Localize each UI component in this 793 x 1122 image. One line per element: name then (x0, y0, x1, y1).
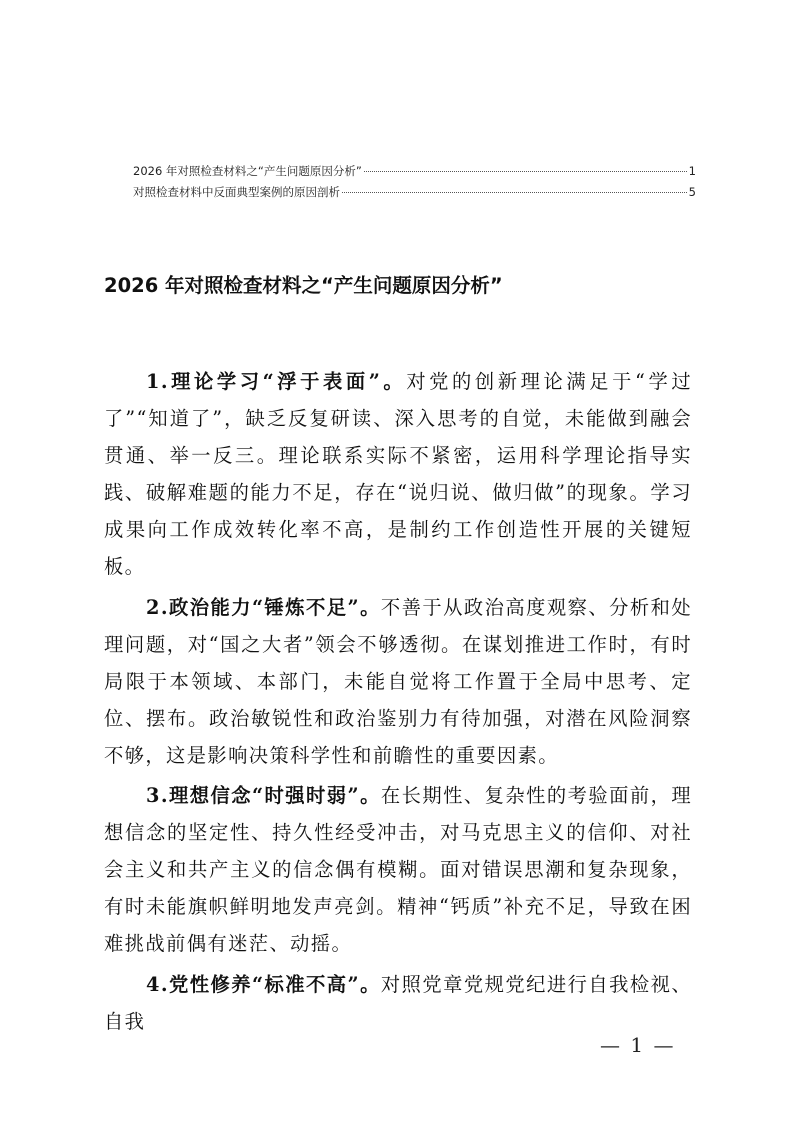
toc-dot-leader (364, 171, 687, 172)
toc-entry[interactable] (133, 161, 696, 182)
toc-entry-page[interactable]: 1 (688, 164, 696, 178)
paragraph-heading: 2.政治能力“锤炼不足”。 (146, 595, 381, 619)
toc-entry-title[interactable]: 2026 年对照检查材料之“产生问题原因分析” (133, 164, 362, 178)
paragraph-heading: 3.理想信念“时强时弱”。 (146, 784, 381, 808)
paragraph-heading: 1.理论学习“浮于表面”。 (146, 370, 407, 393)
paragraph (104, 589, 692, 774)
table-of-contents (133, 161, 696, 203)
paragraph-text: 在长期性、复杂性的考验面前，理想信念的坚定性、持久性经受冲击，对马克思主义的信仰、对社会主义和共产主义的信念偶有模糊。面对错误思潮和复杂现象，有时未能旗帜鲜明地发声亮剑。精神“钙质”补充不足，导致在困难挑战前偶有迷茫、动摇。 (104, 784, 692, 956)
paragraph-heading: 4.党性修养“标准不高”。 (146, 972, 381, 996)
paragraph (104, 363, 692, 586)
paragraph-text: 不善于从政治高度观察、分析和处理问题，对“国之大者”领会不够透彻。在谋划推进工作时，有时局限于本领域、本部门，未能自觉将工作置于全局中思考、定位、摆布。政治敏锐性和政治鉴别力有待加强，对潜在风险洞察不够，这是影响决策科学性和前瞻性的重要因素。 (104, 595, 692, 767)
paragraph (104, 966, 692, 1040)
document-body (104, 363, 692, 1043)
document-title: 2026 年对照检查材料之“产生问题原因分析” (104, 274, 503, 297)
toc-entry-page[interactable]: 5 (688, 185, 696, 199)
paragraph-text: 对党的创新理论满足于“学过了”“知道了”，缺乏反复研读、深入思考的自觉，未能做到融会贯通、举一反三。理论联系实际不紧密，运用科学理论指导实践、破解难题的能力不足，存在“说归说、做归做”的现象。学习成果向工作成效转化率不高，是制约工作创造性开展的关键短板。 (104, 370, 693, 579)
page-number: — 1 — (600, 1033, 676, 1057)
toc-dot-leader (342, 192, 687, 193)
paragraph (104, 777, 692, 962)
paragraph-text: 对照党章党规党纪进行自我检视、自我 (104, 972, 692, 1033)
toc-entry-title[interactable]: 对照检查材料中反面典型案例的原因剖析 (133, 185, 340, 199)
toc-entry[interactable] (133, 182, 696, 203)
